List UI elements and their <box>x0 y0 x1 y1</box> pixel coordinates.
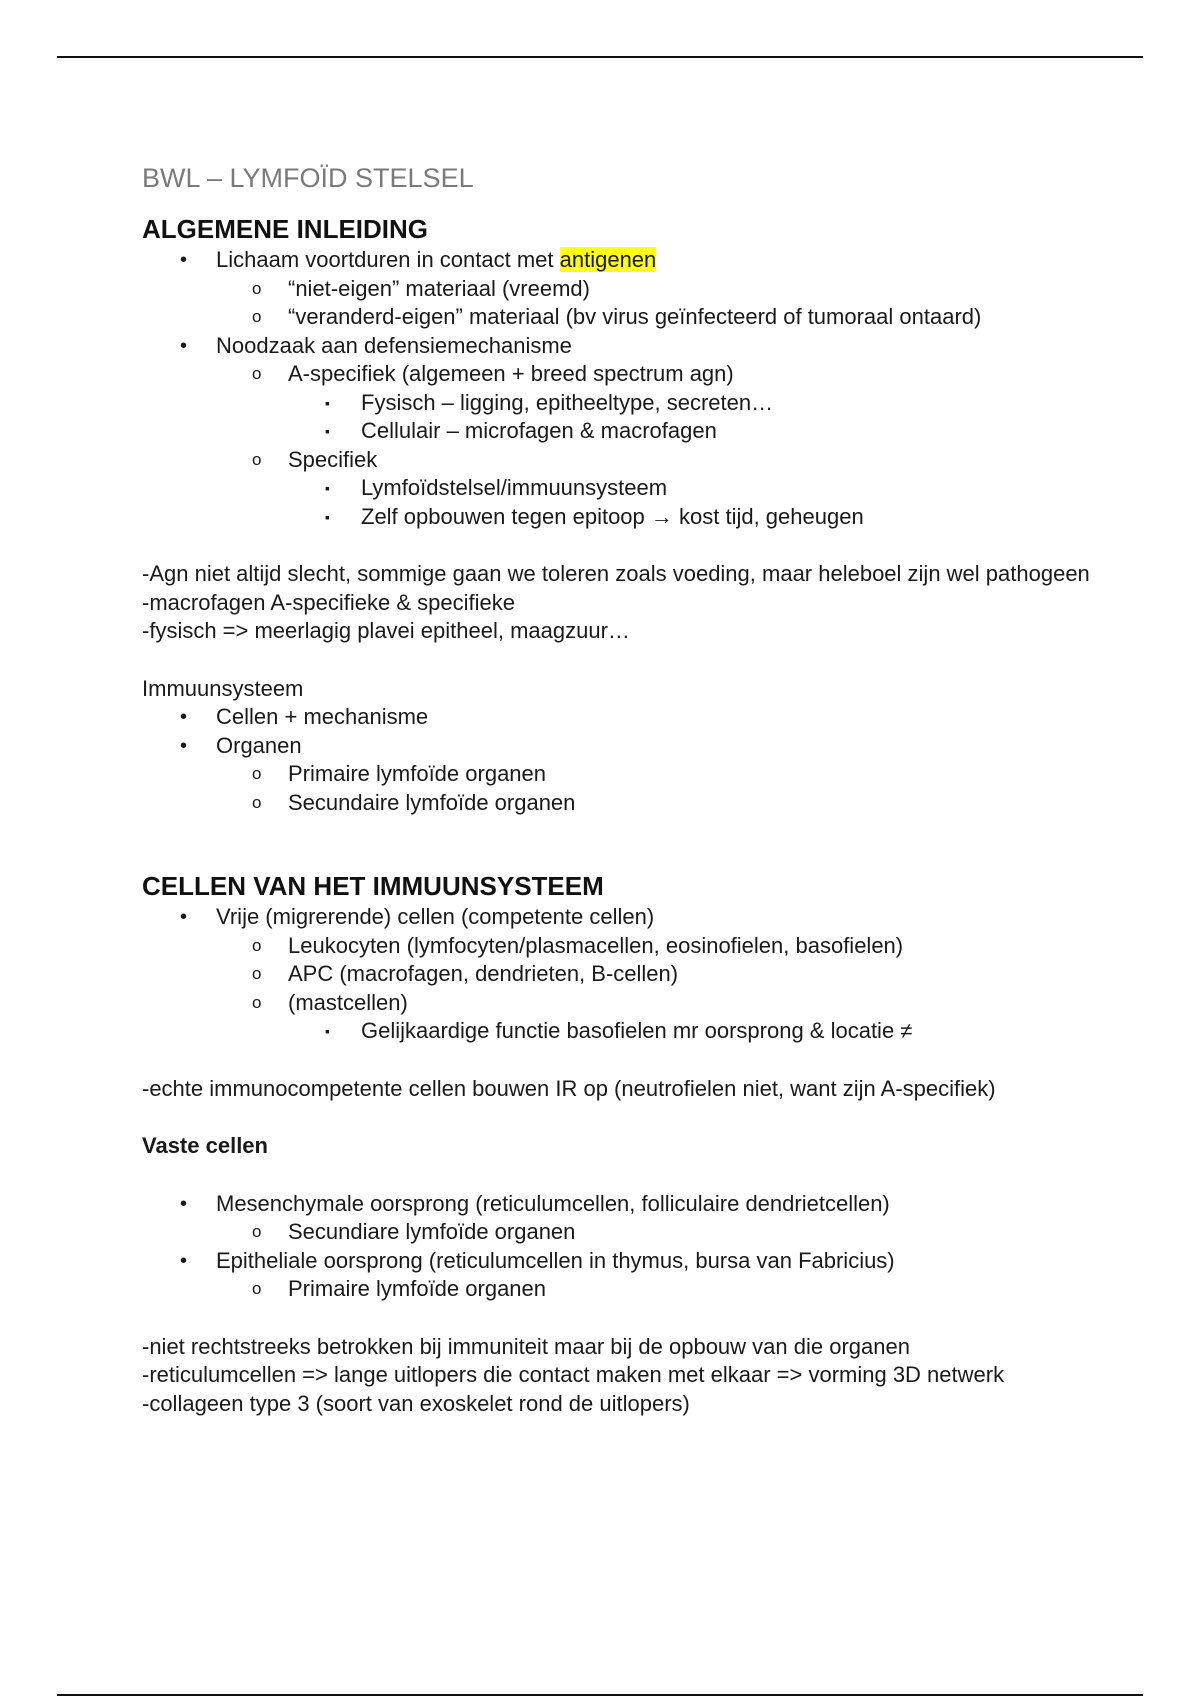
section-heading-algemene-inleiding: ALGEMENE INLEIDING <box>142 214 429 244</box>
square-marker: ▪ <box>325 508 330 525</box>
sub-sub-list <box>142 389 1102 446</box>
list-item <box>142 1247 1102 1276</box>
bullet-list <box>142 1190 1102 1219</box>
note-paragraph: -niet rechtstreeks betrokken bij immuniteit maar bij de opbouw van die organen <box>142 1333 910 1359</box>
square-marker: ▪ <box>325 1023 330 1039</box>
circle-marker: o <box>252 1279 262 1298</box>
circle-marker: o <box>252 1222 262 1241</box>
list-item-text: Primaire lymfoïde organen <box>288 1276 547 1301</box>
list-item <box>142 332 1102 361</box>
note-paragraph: -macrofagen A-specifieke & specifieke <box>142 589 515 615</box>
header-rule <box>57 56 1143 58</box>
bullet-marker: • <box>180 734 188 757</box>
list-item-text: Secundiare lymfoïde organen <box>288 1219 576 1244</box>
circle-marker: o <box>252 449 262 469</box>
sub-list <box>142 1218 1102 1247</box>
note-paragraph: -reticulumcellen => lange uitlopers die contact maken met elkaar => vorming 3D netwerk <box>142 1362 1005 1387</box>
circle-marker: o <box>252 935 262 955</box>
paragraph-spacer <box>142 1161 1102 1190</box>
list-item-text: Cellen + mechanisme <box>216 704 429 729</box>
list-item-text: Epitheliale oorsprong (reticulumcellen in thymus, bursa van Fabricius) <box>216 1247 895 1273</box>
list-item-text: Leukocyten (lymfocyten/plasmacellen, eosinofielen, basofielen) <box>288 932 904 958</box>
list-item <box>142 303 1102 332</box>
note-paragraph: -Agn niet altijd slecht, sommige gaan we toleren zoals voeding, maar heleboel zijn wel pathogeen <box>142 561 1090 586</box>
bullet-list <box>142 903 1102 932</box>
bullet-list <box>142 703 1102 760</box>
list-item <box>142 1218 1102 1247</box>
list-item <box>142 446 1102 475</box>
document-title: BWL – LYMFOÏD STELSEL <box>142 163 474 193</box>
bullet-marker: • <box>180 249 188 271</box>
list-item <box>142 960 1102 989</box>
paragraph-spacer <box>142 646 1102 675</box>
list-item <box>142 417 1102 446</box>
circle-marker: o <box>252 278 262 298</box>
circle-marker: o <box>252 364 262 383</box>
list-item-text: “niet-eigen” materiaal (vreemd) <box>288 275 590 301</box>
list-item <box>142 474 1102 503</box>
list-item-text: A-specifiek (algemeen + breed spectrum agn) <box>288 361 734 386</box>
footer-rule <box>57 1694 1143 1696</box>
list-item-text: Noodzaak aan defensiemechanisme <box>216 332 572 358</box>
list-item-text: Organen <box>216 732 302 758</box>
subheading-vaste-cellen: Vaste cellen <box>142 1133 268 1158</box>
sub-list <box>142 760 1102 817</box>
section-heading-cellen: CELLEN VAN HET IMMUUNSYSTEEM <box>142 871 604 901</box>
bullet-marker: • <box>180 334 188 357</box>
bullet-marker: • <box>180 1249 188 1272</box>
list-item <box>142 989 1102 1018</box>
note-paragraph: -fysisch => meerlagig plavei epitheel, maagzuur… <box>142 618 630 643</box>
bullet-marker: • <box>180 906 188 928</box>
highlighted-term: antigenen <box>559 247 657 272</box>
list-item <box>142 903 1102 932</box>
list-item-text: Gelijkaardige functie basofielen mr oorsprong & locatie ≠ <box>361 1018 913 1043</box>
list-item <box>142 503 1102 532</box>
list-item-text: Lichaam voortduren in contact met <box>216 247 560 272</box>
list-item-text: APC (macrofagen, dendrieten, B-cellen) <box>288 961 679 986</box>
square-marker: ▪ <box>325 423 330 439</box>
list-item <box>142 760 1102 789</box>
list-item <box>142 1275 1102 1304</box>
list-item-text: Secundaire lymfoïde organen <box>288 789 576 815</box>
paragraph-spacer <box>142 531 1102 560</box>
list-item <box>142 389 1102 418</box>
list-item <box>142 789 1102 818</box>
circle-marker: o <box>252 992 262 1012</box>
note-paragraph: -collageen type 3 (soort van exoskelet rond de uitlopers) <box>142 1390 690 1416</box>
list-item-text: (mastcellen) <box>288 989 408 1015</box>
sub-list <box>142 932 1102 1018</box>
circle-marker: o <box>252 764 262 783</box>
list-item-text: “veranderd-eigen” materiaal (bv virus geïnfecteerd of tumoraal ontaard) <box>288 304 982 329</box>
bullet-list <box>142 332 1102 361</box>
list-item <box>142 275 1102 304</box>
list-item <box>142 1017 1102 1046</box>
square-marker: ▪ <box>325 394 330 411</box>
paragraph-spacer <box>142 1103 1102 1132</box>
bullet-marker: • <box>180 706 188 728</box>
list-item-text: Zelf opbouwen tegen epitoop → kost tijd, geheugen <box>361 503 864 529</box>
list-item <box>142 360 1102 389</box>
list-item-text: Specifiek <box>288 446 378 472</box>
document-page <box>142 160 1102 1418</box>
sub-list <box>142 275 1102 332</box>
bullet-list <box>142 246 1102 275</box>
list-item-text: Lymfoïdstelsel/immuunsysteem <box>361 475 668 500</box>
paragraph-spacer <box>142 1304 1102 1333</box>
paragraph-spacer <box>142 1046 1102 1075</box>
square-marker: ▪ <box>325 480 330 496</box>
list-item-text: Mesenchymale oorsprong (reticulumcellen, folliculaire dendrietcellen) <box>216 1190 890 1216</box>
circle-marker: o <box>252 964 262 983</box>
sub-list <box>142 446 1102 475</box>
list-item-text: Vrije (migrerende) cellen (competente cellen) <box>216 904 655 929</box>
circle-marker: o <box>252 792 262 812</box>
list-item <box>142 732 1102 761</box>
subheading-immuunsysteem: Immuunsysteem <box>142 675 304 701</box>
list-item <box>142 703 1102 732</box>
sub-list <box>142 360 1102 389</box>
list-item <box>142 246 1102 275</box>
bullet-marker: • <box>180 1192 188 1215</box>
sub-sub-list <box>142 1017 1102 1046</box>
list-item-text: Fysisch – ligging, epitheeltype, secreten… <box>361 389 774 415</box>
list-item <box>142 932 1102 961</box>
sub-sub-list <box>142 474 1102 531</box>
bullet-list <box>142 1247 1102 1276</box>
sub-list <box>142 1275 1102 1304</box>
list-item <box>142 1190 1102 1219</box>
list-item-text: Primaire lymfoïde organen <box>288 761 547 786</box>
circle-marker: o <box>252 307 262 326</box>
note-paragraph: -echte immunocompetente cellen bouwen IR op (neutrofielen niet, want zijn A-specifiek) <box>142 1075 996 1101</box>
list-item-text: Cellulair – microfagen & macrofagen <box>361 418 717 443</box>
